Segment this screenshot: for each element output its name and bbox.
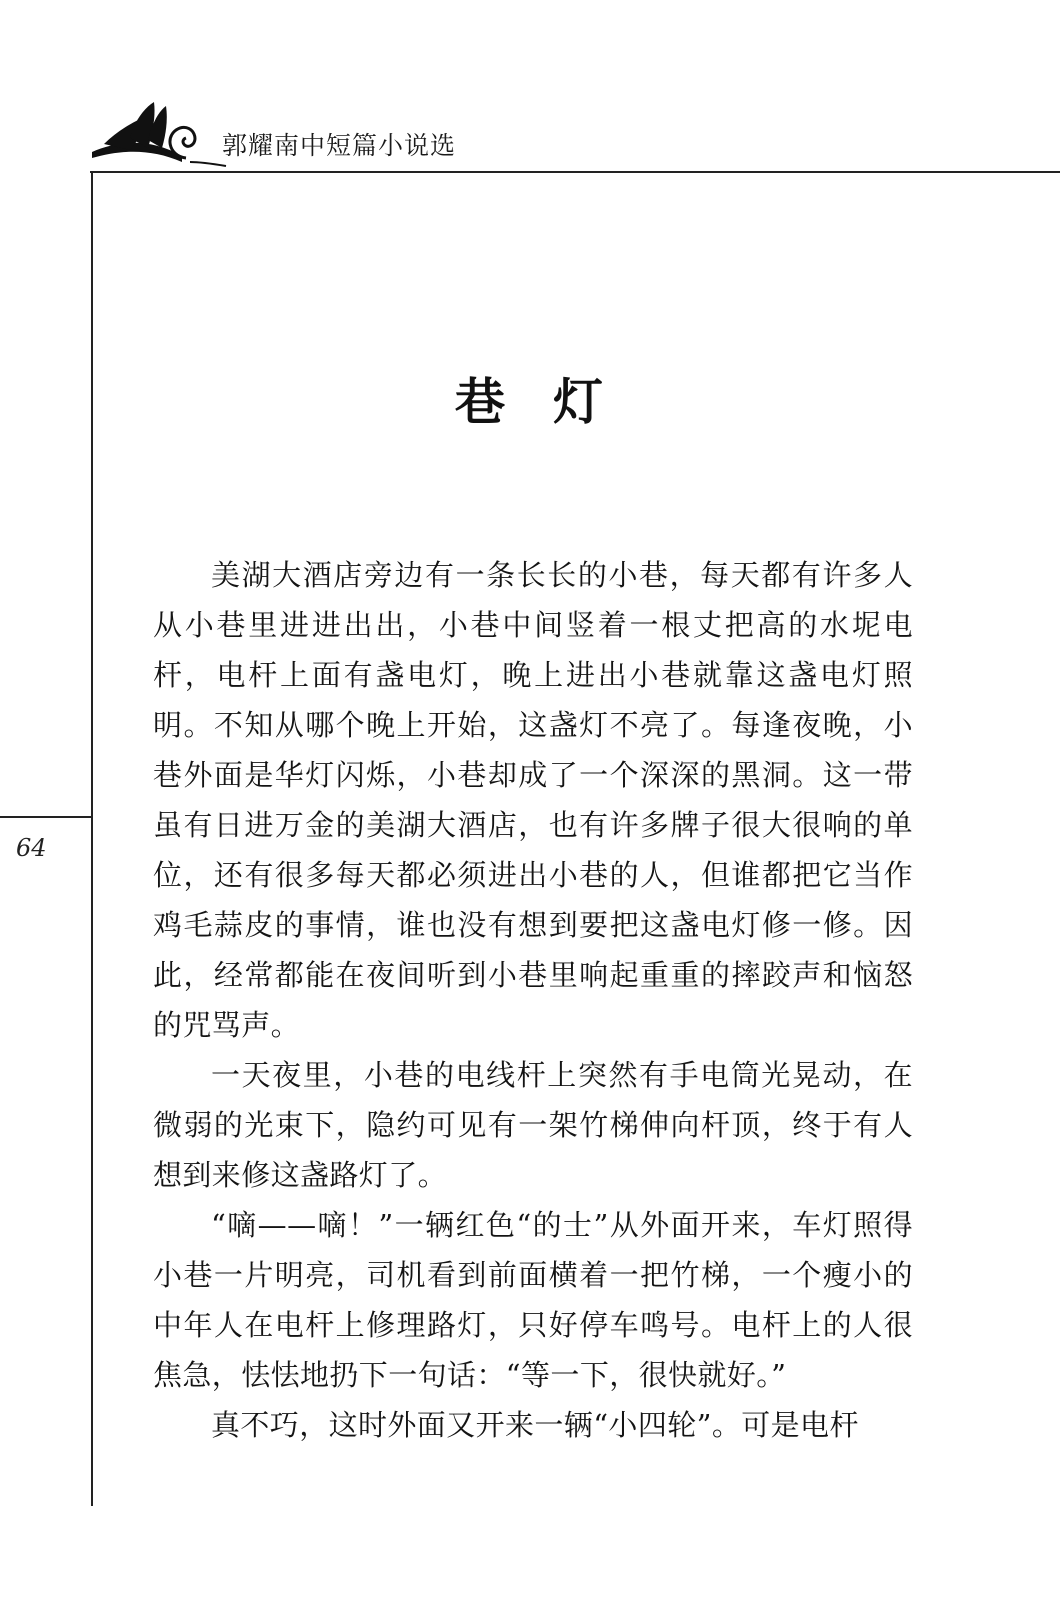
- paragraph: 美湖大酒店旁边有一条长长的小巷，每天都有许多人从小巷里进进出出，小巷中间竖着一根丈把高的水坭电杆，电杆上面有盏电灯，晚上进出小巷就靠这盏电灯照明。不知从哪个晚上开始，这盏灯不亮了。每逢夜晚，小巷外面是华灯闪烁，小巷却成了一个深深的黑洞。这一带虽有日进万金的美湖大酒店，也有许多牌子很大很响的单位，还有很多每天都必须进出小巷的人，但谁都把它当作鸡毛蒜皮的事情，谁也没有想到要把这盏电灯修一修。因此，经常都能在夜间听到小巷里响起重重的摔跤声和恼怒的咒骂声。: [153, 558, 913, 1042]
- paragraph: 真不巧，这时外面又开来一辆“小四轮”。可是电杆: [211, 1408, 859, 1442]
- body-text: [153, 550, 913, 1450]
- margin-rule: [0, 816, 92, 818]
- page-number: 64: [16, 834, 47, 862]
- flourish-ornament-icon: [90, 100, 230, 170]
- paragraph: 一天夜里，小巷的电线杆上突然有手电筒光晃动，在微弱的光束下，隐约可见有一架竹梯伸向杆顶，终于有人想到来修这盏路灯了。: [153, 1058, 913, 1192]
- frame-line: [91, 171, 93, 1506]
- chapter-title: 巷灯: [455, 372, 651, 431]
- book-title: 郭耀南中短篇小说选: [222, 131, 457, 160]
- paragraph: “嘀——嘀！”一辆红色“的士”从外面开来，车灯照得小巷一片明亮，司机看到前面横着一把竹梯，一个瘦小的中年人在电杆上修理路灯，只好停车鸣号。电杆上的人很焦急，怯怯地扔下一句话：“等一下，很快就好。”: [153, 1208, 913, 1392]
- header-rule: [90, 171, 1060, 173]
